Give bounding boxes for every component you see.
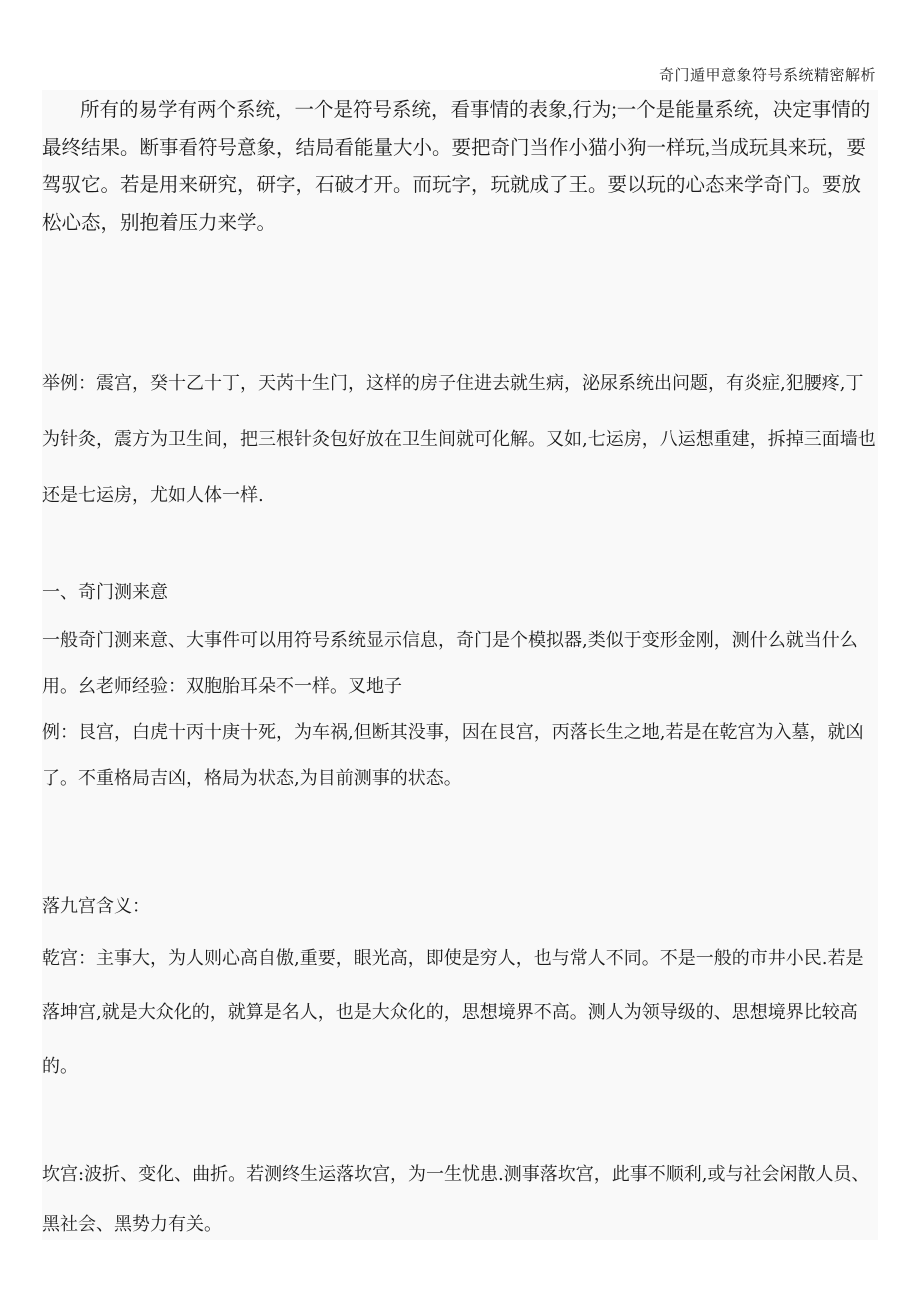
nine-palaces-heading: 落九宫含义：	[42, 896, 150, 917]
section-heading: 一、奇门测来意	[42, 582, 168, 603]
intro-paragraph: 所有的易学有两个系统，一个是符号系统，看事情的表象,行为;一个是能量系统，决定事情的最终结果。断事看符号意象，结局看能量大小。要把奇门当作小猫小狗一样玩,当成玩具来玩，要驾驭它。若是用来研究，研字，石破才开。而玩字，玩就成了王。要以玩的心态来学奇门。要放松心态，别抱着压力来学。	[42, 100, 871, 234]
kan-palace-paragraph: 坎宫:波折、变化、曲折。若测终生运落坎宫，为一生忧患.测事落坎宫，此事不顺利,或与社会闲散人员、黑社会、黑势力有关。	[42, 1164, 870, 1235]
section-body: 一般奇门测来意、大事件可以用符号系统显示信息，奇门是个模拟器,类似于变形金刚，测什么就当什么用。幺老师经验：双胞胎耳朵不一样。叉地子 例：艮宫，白虎十丙十庚十死，为车祸,但断其没事，因在艮宫，丙落长生之地,若是在乾宫为入墓，就凶了。不重格局吉凶，格局为状态,为目前测事的状态。	[42, 630, 864, 789]
qian-palace-paragraph: 乾宫：主事大，为人则心高自傲,重要，眼光高，即使是穷人，也与常人不同。不是一般的市井小民.若是落坤宫,就是大众化的，就算是名人，也是大众化的，思想境界不高。测人为领导级的、思想境界比较高的。	[42, 948, 864, 1077]
page-header-title: 奇门遁甲意象符号系统精密解析	[658, 66, 876, 84]
document-body	[42, 90, 878, 1240]
example-paragraph: 举例：震宫，癸十乙十丁，天芮十生门，这样的房子住进去就生病，泌尿系统出问题，有炎症,犯腰疼,丁为针灸，震方为卫生间，把三根针灸包好放在卫生间就可化解。又如,七运房，八运想重建，拆掉三面墙也还是七运房，尤如人体一样.	[42, 373, 876, 506]
